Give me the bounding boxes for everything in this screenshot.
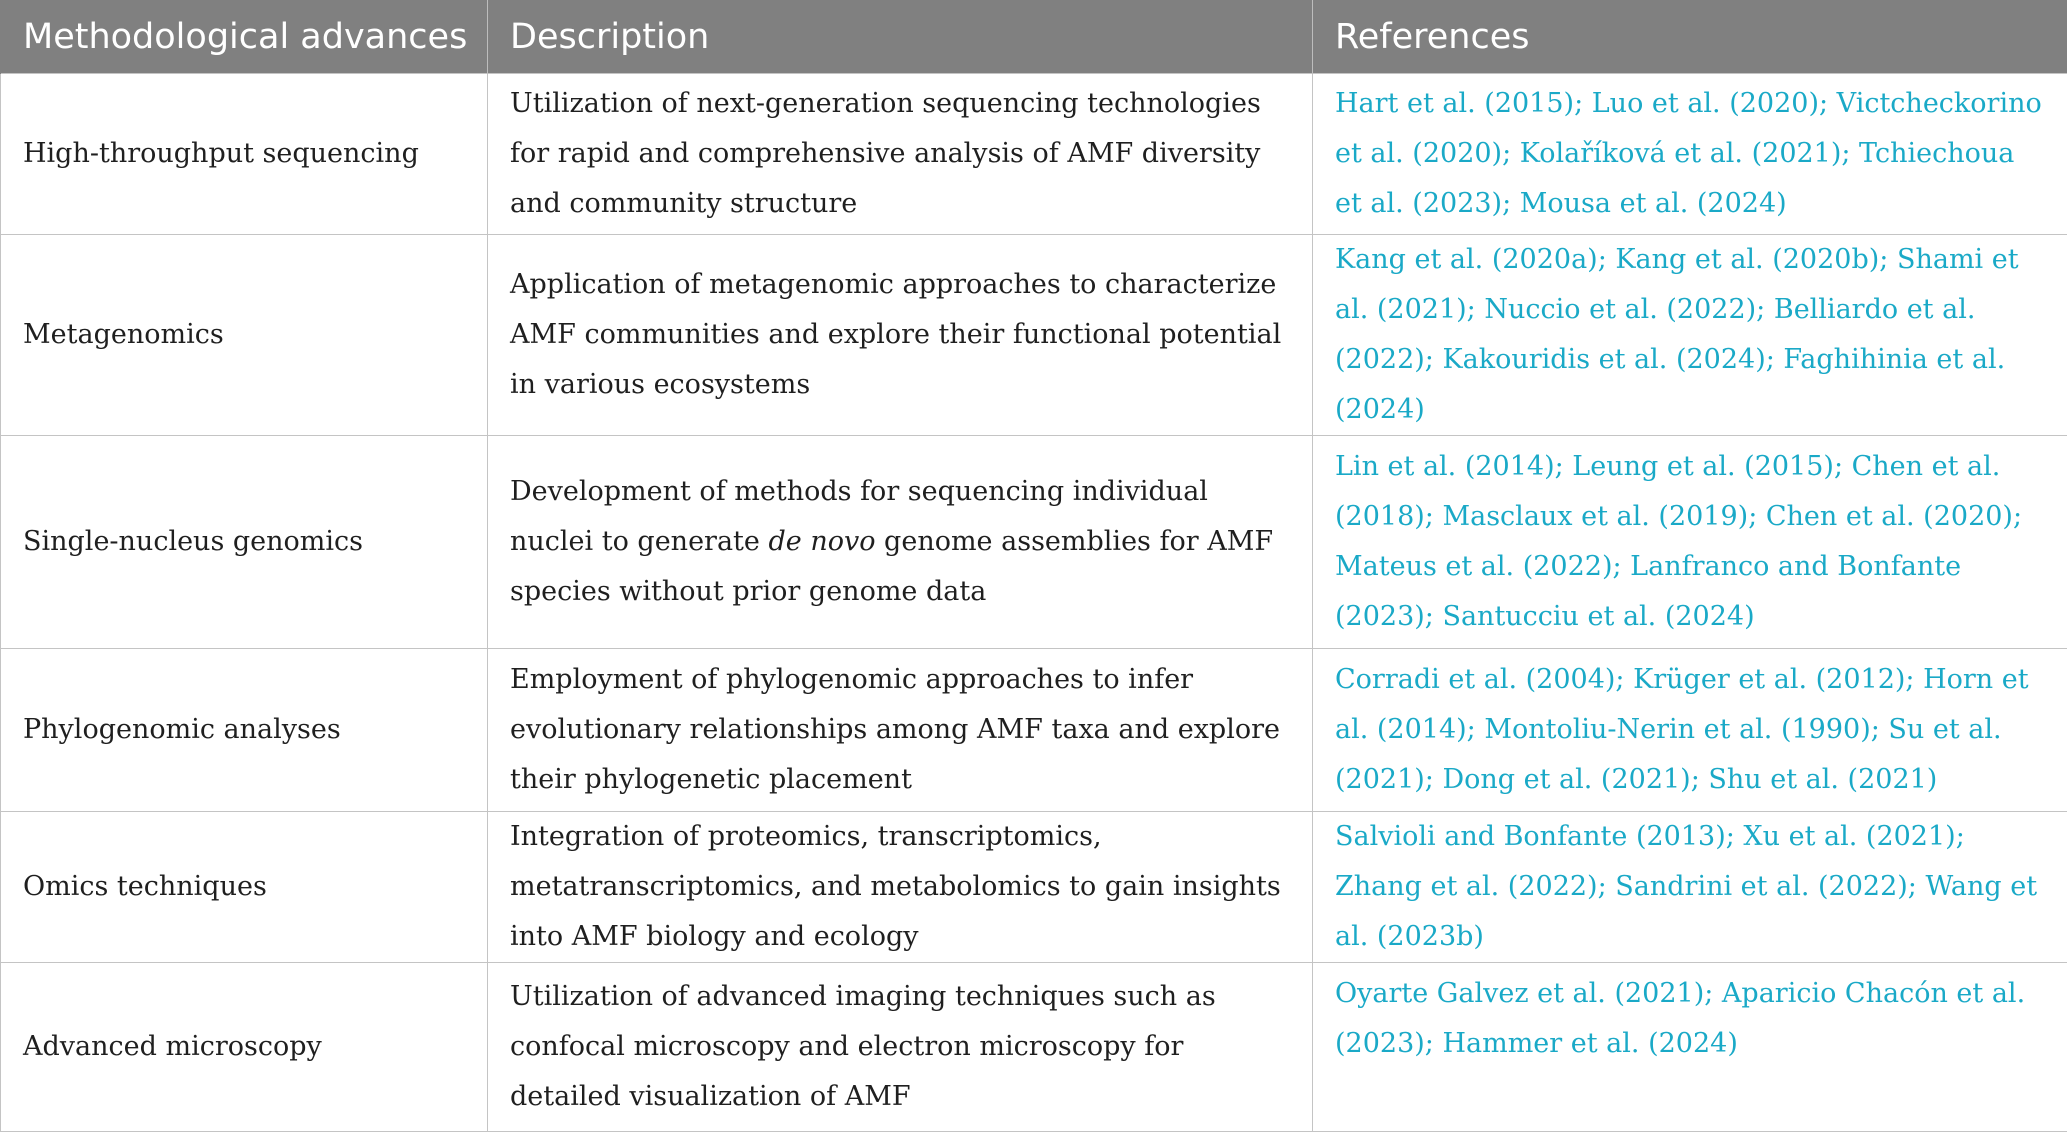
description-cell: Integration of proteomics, transcriptomics, metatranscriptomics, and metabolomics to gain insights into AMF biology and ecology: [488, 812, 1313, 963]
description-italic-text: de novo: [768, 526, 875, 557]
table-row: [1, 74, 2067, 235]
table-row: [1, 235, 2067, 436]
method-cell: Metagenomics: [1, 235, 488, 436]
description-text: genome assemblies for AMF species without prior genome data: [510, 526, 1273, 607]
description-cell: Employment of phylogenomic approaches to infer evolutionary relationships among AMF taxa and explore their phylogenetic placement: [488, 649, 1313, 812]
table-body: [1, 74, 2067, 1132]
header-methodological-advances: Methodological advances: [1, 0, 488, 74]
header-row: [1, 0, 2067, 74]
description-cell: Application of metagenomic approaches to characterize AMF communities and explore their functional potential in various ecosystems: [488, 235, 1313, 436]
description-cell: Utilization of advanced imaging techniques such as confocal microscopy and electron microscopy for detailed visualization of AMF: [488, 963, 1313, 1132]
references-link[interactable]: Salvioli and Bonfante (2013); Xu et al. (2021); Zhang et al. (2022); Sandrini et al. (2022); Wang et al. (2023b): [1313, 812, 2067, 963]
header-description: Description: [488, 0, 1313, 74]
references-link[interactable]: [1313, 963, 2067, 1132]
references-link[interactable]: Corradi et al. (2004); Krüger et al. (2012); Horn et al. (2014); Montoliu-Nerin et al. (1990); Su et al. (2021); Dong et al. (2021); Shu et al. (2021): [1313, 649, 2067, 812]
method-cell: High-throughput sequencing: [1, 74, 488, 235]
table-row: [1, 649, 2067, 812]
table-header: [1, 0, 2067, 74]
references-link[interactable]: Kang et al. (2020a); Kang et al. (2020b); Shami et al. (2021); Nuccio et al. (2022); Belliardo et al. (2022); Kakouridis et al. (2024); Faghihinia et al. (2024): [1313, 235, 2067, 436]
method-cell: Phylogenomic analyses: [1, 649, 488, 812]
description-cell: [488, 436, 1313, 649]
header-references: References: [1313, 0, 2067, 74]
method-cell: Advanced microscopy: [1, 963, 488, 1132]
references-link[interactable]: Hart et al. (2015); Luo et al. (2020); Victcheckorino et al. (2020); Kolaříková et al. (2021); Tchiechoua et al. (2023); Mousa et al. (2024): [1313, 74, 2067, 235]
description-text: Development of methods for sequencing individual nuclei to generate: [510, 476, 1208, 557]
table-row: [1, 812, 2067, 963]
table-row: [1, 963, 2067, 1132]
references-text[interactable]: Oyarte Galvez et al. (2021); Aparicio Chacón et al. (2023); Hammer et al. (2024): [1335, 969, 2047, 1069]
description-cell: Utilization of next-generation sequencing technologies for rapid and comprehensive analysis of AMF diversity and community structure: [488, 74, 1313, 235]
method-cell: Single-nucleus genomics: [1, 436, 488, 649]
method-cell: Omics techniques: [1, 812, 488, 963]
table-row: [1, 436, 2067, 649]
references-link[interactable]: Lin et al. (2014); Leung et al. (2015); Chen et al. (2018); Masclaux et al. (2019); Chen et al. (2020); Mateus et al. (2022); Lanfranco and Bonfante (2023); Santucciu et al. (2024): [1313, 436, 2067, 649]
